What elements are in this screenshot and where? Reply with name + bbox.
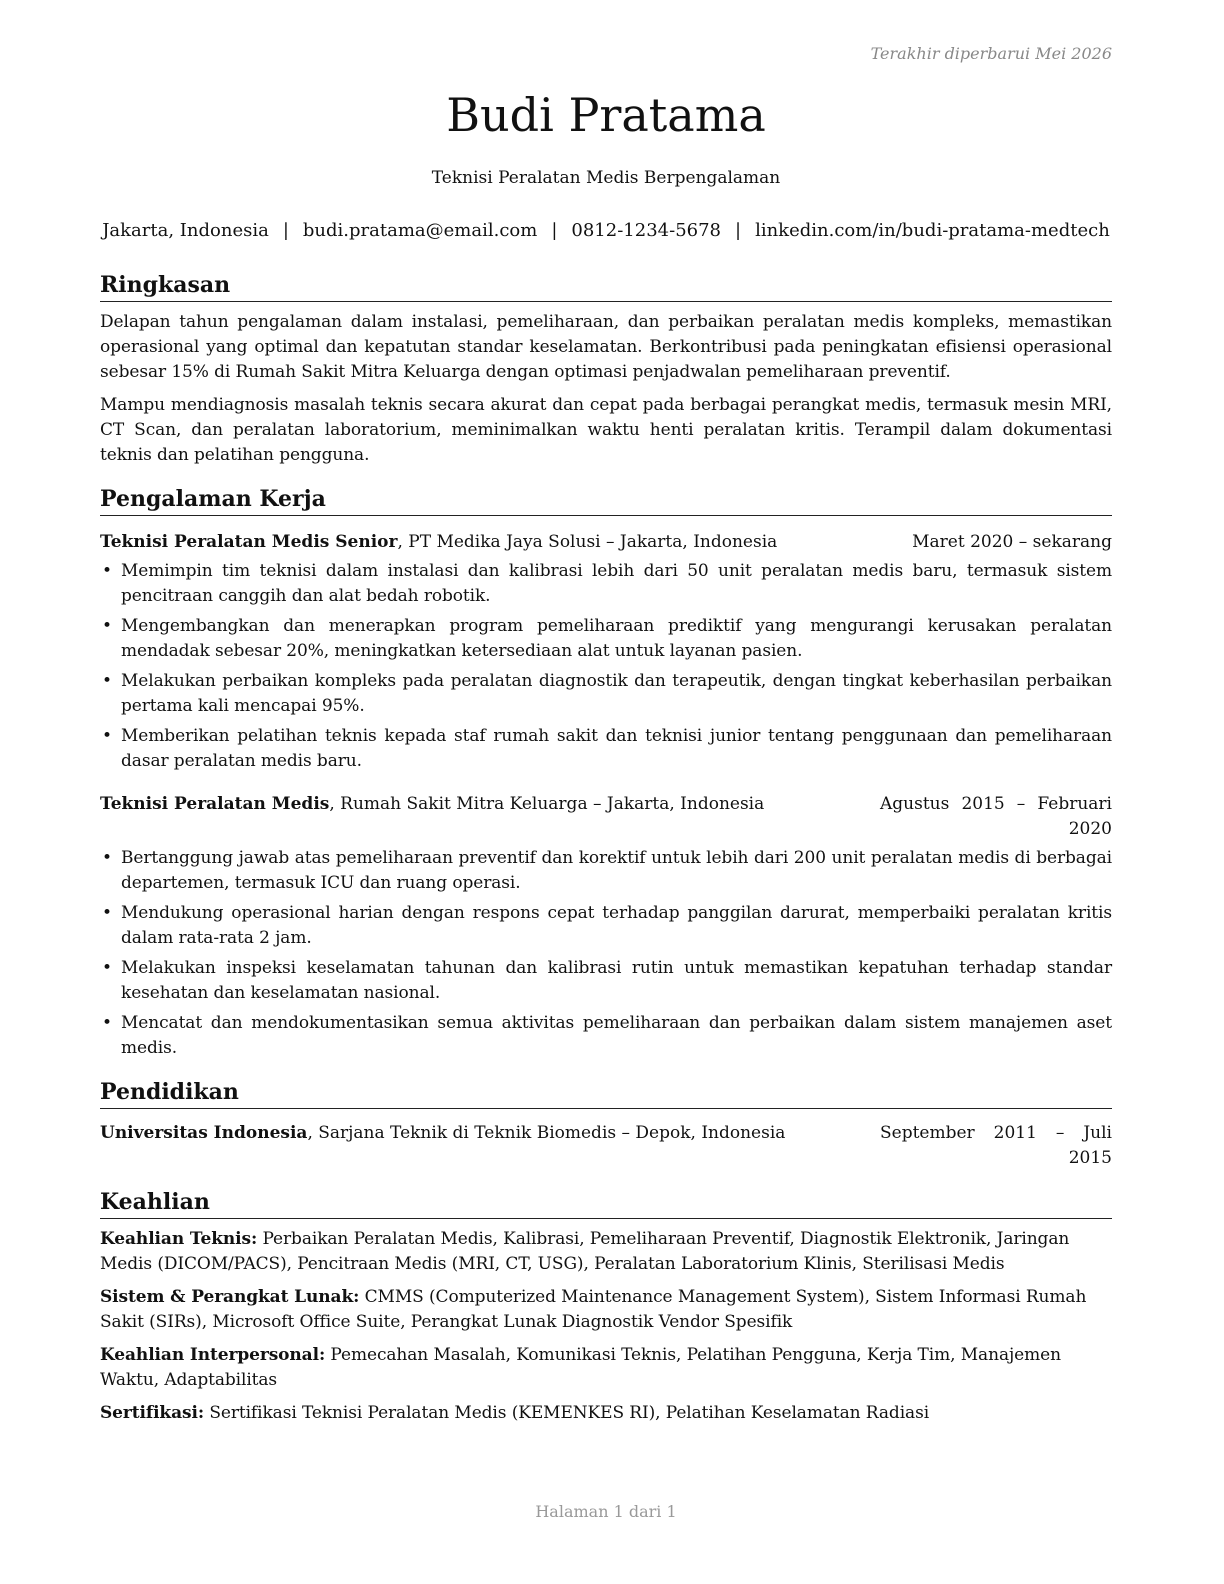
job-organization: , PT Medika Jaya Solusi – Jakarta, Indonesia [397, 532, 778, 552]
skill-item [100, 1401, 1112, 1426]
section-title: Ringkasan [100, 270, 1112, 302]
skill-item [100, 1343, 1112, 1393]
list-item: • Bertanggung jawab atas pemeliharaan preventif dan korektif untuk lebih dari 200 unit peralatan medis di berbagai departemen, termasuk ICU dan ruang operasi. [100, 846, 1112, 896]
skill-text: Sertifikasi Teknisi Peralatan Medis (KEMENKES RI), Pelatihan Keselamatan Radiasi [204, 1403, 930, 1423]
education-header [100, 1121, 1112, 1171]
education-dates: September 2011 – Juli 2015 [880, 1123, 1112, 1168]
last-updated-note: Terakhir diperbarui Mei 2026 [870, 44, 1112, 63]
list-item: • Mencatat dan mendokumentasikan semua aktivitas pemeliharaan dan perbaikan dalam sistem manajemen aset medis. [100, 1011, 1112, 1061]
list-item: • Memberikan pelatihan teknis kepada staf rumah sakit dan teknisi junior tentang penggunaan dan pemeliharaan dasar peralatan medis baru. [100, 724, 1112, 774]
job-header [100, 530, 1112, 555]
skill-text: Pemecahan Masalah, Komunikasi Teknis, Pelatihan Pengguna, Kerja Tim, Manajemen Waktu, Adaptabilitas [100, 1345, 1061, 1390]
list-item: • Mendukung operasional harian dengan respons cepat terhadap panggilan darurat, memperbaiki peralatan kritis dalam rata-rata 2 jam. [100, 901, 1112, 951]
education-section [100, 1077, 1112, 1171]
contact-email[interactable]: budi.pratama@email.com [302, 220, 538, 241]
section-title: Pengalaman Kerja [100, 484, 1112, 516]
list-item: • Mengembangkan dan menerapkan program pemeliharaan prediktif yang mengurangi kerusakan peralatan mendadak sebesar 20%, meningkatkan ketersediaan alat untuk layanan pasien. [100, 614, 1112, 664]
job-header [100, 792, 1112, 842]
list-item: • Memimpin tim teknisi dalam instalasi dan kalibrasi lebih dari 50 unit peralatan medis baru, termasuk sistem pencitraan canggih dan alat bedah robotik. [100, 559, 1112, 609]
contact-separator: | [282, 220, 289, 241]
summary-paragraph: Delapan tahun pengalaman dalam instalasi, pemeliharaan, dan perbaikan peralatan medis kompleks, memastikan operasional yang optimal dan kepatutan standar keselamatan. Berkontribusi pada peningkatan efisiensi operasional sebesar 15% di Rumah Sakit Mitra Keluarga dengan optimasi penjadwalan pemeliharaan preventif. [100, 312, 1112, 382]
contact-phone[interactable]: 0812-1234-5678 [571, 220, 721, 241]
job-role: Teknisi Peralatan Medis Senior [100, 532, 398, 552]
summary-paragraph: Mampu mendiagnosis masalah teknis secara akurat dan cepat pada berbagai perangkat medis, termasuk mesin MRI, CT Scan, dan peralatan laboratorium, meminimalkan waktu henti peralatan kritis. Terampil dalam dokumentasi teknis dan pelatihan pengguna. [100, 395, 1112, 465]
section-title: Keahlian [100, 1187, 1112, 1219]
job-dates: Agustus 2015 – Februari 2020 [880, 794, 1112, 839]
skill-label: Keahlian Interpersonal: [100, 1345, 326, 1365]
skill-item [100, 1285, 1112, 1335]
skill-item [100, 1227, 1112, 1277]
resume-content [100, 270, 1112, 1442]
section-title: Pendidikan [100, 1077, 1112, 1109]
job-bullets [100, 846, 1112, 1061]
skill-label: Sistem & Perangkat Lunak: [100, 1287, 360, 1307]
skills-section [100, 1187, 1112, 1426]
list-item: • Melakukan inspeksi keselamatan tahunan dan kalibrasi rutin untuk memastikan kepatuhan terhadap standar kesehatan dan keselamatan nasional. [100, 956, 1112, 1006]
summary-section [100, 270, 1112, 468]
contact-separator: | [551, 220, 558, 241]
job-bullets [100, 559, 1112, 774]
list-item: • Melakukan perbaikan kompleks pada peralatan diagnostik dan terapeutik, dengan tingkat keberhasilan perbaikan pertama kali mencapai 95%. [100, 669, 1112, 719]
candidate-headline: Teknisi Peralatan Medis Berpengalaman [431, 168, 781, 188]
contact-separator: | [735, 220, 742, 241]
contact-line [100, 220, 1112, 241]
skill-text: Perbaikan Peralatan Medis, Kalibrasi, Pemeliharaan Preventif, Diagnostik Elektronik, Jaringan Medis (DICOM/PACS), Pencitraan Medis (MRI, CT, USG), Peralatan Laboratorium Klinis, Sterilisasi Medis [100, 1229, 1070, 1274]
degree: , Sarjana Teknik di Teknik Biomedis – Depok, Indonesia [307, 1123, 786, 1143]
resume-page [100, 0, 1112, 1584]
skill-text: CMMS (Computerized Maintenance Management System), Sistem Informasi Rumah Sakit (SIRs), Microsoft Office Suite, Perangkat Lunak Diagnostik Vendor Spesifik [100, 1287, 1087, 1332]
candidate-name: Budi Pratama [446, 88, 766, 142]
experience-section [100, 484, 1112, 1061]
job-role: Teknisi Peralatan Medis [100, 794, 330, 814]
skill-label: Sertifikasi: [100, 1403, 205, 1423]
job-organization: , Rumah Sakit Mitra Keluarga – Jakarta, Indonesia [329, 794, 765, 814]
page-number: Halaman 1 dari 1 [535, 1502, 677, 1521]
skill-label: Keahlian Teknis: [100, 1229, 258, 1249]
school-name: Universitas Indonesia [100, 1123, 308, 1143]
contact-location: Jakarta, Indonesia [102, 220, 269, 241]
job-dates: Maret 2020 – sekarang [912, 532, 1112, 552]
contact-linkedin[interactable]: linkedin.com/in/budi-pratama-medtech [755, 220, 1110, 241]
